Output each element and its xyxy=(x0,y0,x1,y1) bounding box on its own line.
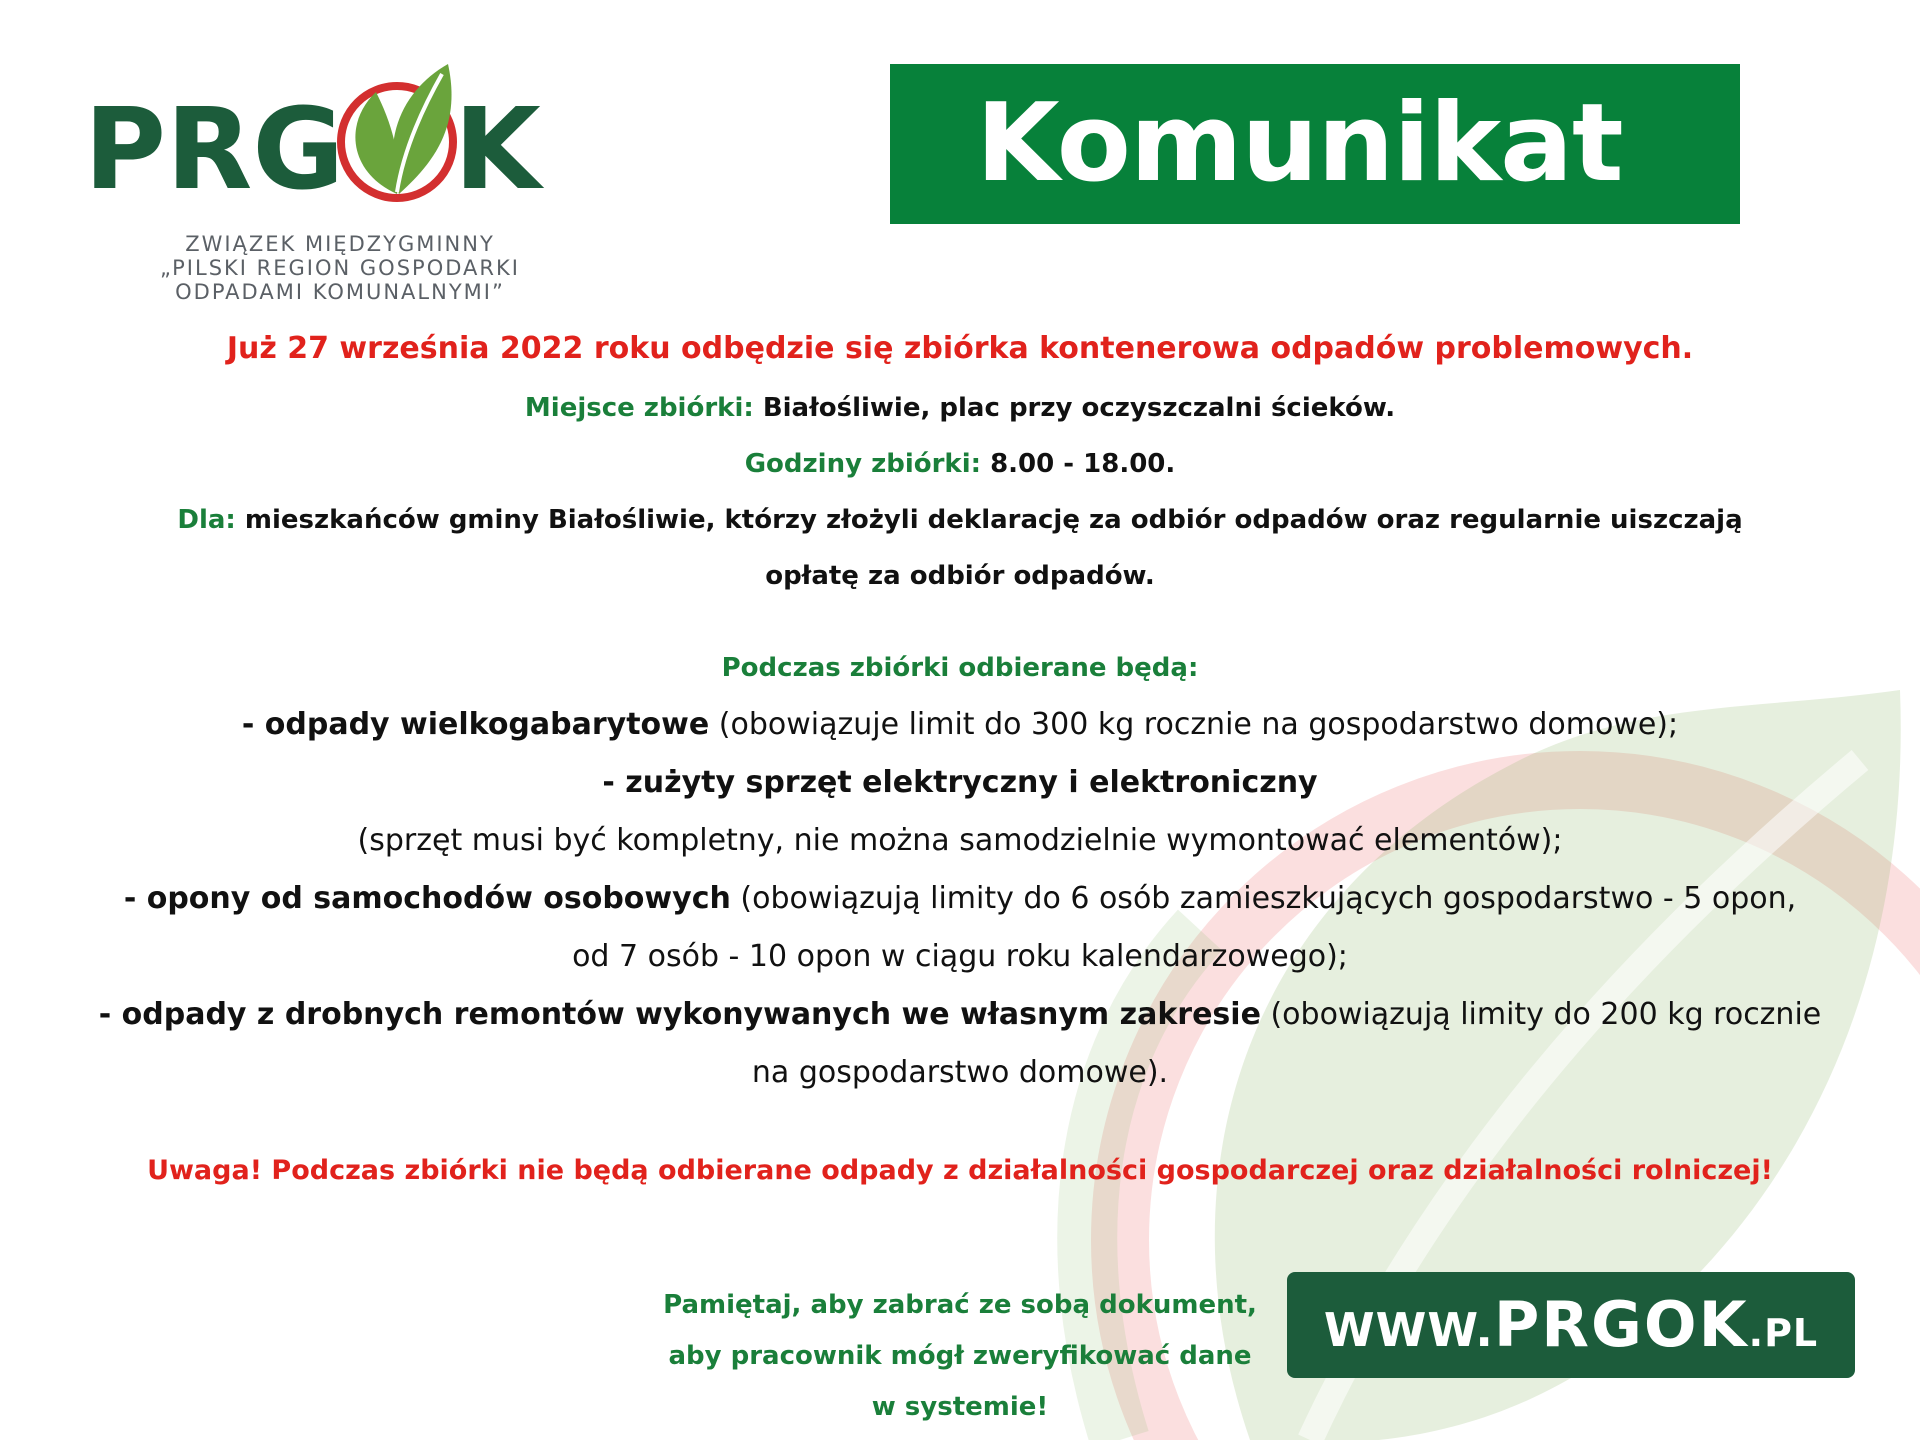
spacer xyxy=(60,1102,1860,1142)
hours-label: Godziny zbiórki: xyxy=(744,449,982,479)
item-bulky-name: - odpady wielkogabarytowe xyxy=(241,707,710,742)
hours-value: 8.00 - 18.00. xyxy=(990,449,1176,479)
place-label: Miejsce zbiórki: xyxy=(524,393,754,423)
hours-line xyxy=(60,436,1860,492)
place-value: Białośliwie, plac przy oczyszczalni ścieków. xyxy=(762,393,1396,423)
reminder-line-3: w systemie! xyxy=(871,1392,1049,1422)
item-tires-note-line2: od 7 osób - 10 opon w ciągu roku kalendarzowego); xyxy=(572,939,1348,974)
svg-text:PRG: PRG xyxy=(84,85,345,215)
item-renovation-note-line1: (obowiązują limity do 200 kg rocznie xyxy=(1270,997,1822,1032)
item-electronics-name: - zużyty sprzęt elektryczny i elektroniczny xyxy=(602,765,1318,800)
item-bulky-note: (obowiązuje limit do 300 kg rocznie na gospodarstwo domowe); xyxy=(718,707,1679,742)
prgok-logo-wordmark xyxy=(80,60,541,215)
headline: Już 27 września 2022 roku odbędzie się zbiórka kontenerowa odpadów problemowych. xyxy=(226,331,1694,366)
audience-label: Dla: xyxy=(177,505,236,535)
logo-subtitle-line-2: „PILSKI REGION GOSPODARKI xyxy=(160,256,520,280)
banner-title: Komunikat xyxy=(976,81,1623,206)
item-renovation xyxy=(60,986,1860,1044)
item-renovation-note-line2: na gospodarstwo domowe). xyxy=(751,1055,1169,1090)
item-bulky xyxy=(60,696,1860,754)
place-line xyxy=(60,380,1860,436)
reminder-note xyxy=(600,1280,1320,1433)
spacer xyxy=(60,604,1860,640)
logo-subtitle xyxy=(100,232,580,304)
collected-heading: Podczas zbiórki odbierane będą: xyxy=(721,653,1199,683)
item-tires-name: - opony od samochodów osobowych xyxy=(123,881,731,916)
audience-value-line1: mieszkańców gminy Białośliwie, którzy złożyli deklarację za odbiór odpadów oraz regularnie uiszczają xyxy=(244,505,1743,535)
website-domain: PRGOK xyxy=(1493,1288,1749,1361)
item-renovation-name: - odpady z drobnych remontów wykonywanych we własnym zakresie xyxy=(98,997,1261,1032)
warning-notice: Uwaga! Podczas zbiórki nie będą odbierane odpady z działalności gospodarczej oraz działalności rolniczej! xyxy=(147,1155,1773,1186)
item-tires xyxy=(60,870,1860,928)
logo-subtitle-line-3: ODPADAMI KOMUNALNYMI” xyxy=(175,280,505,304)
item-tires-note-line1: (obowiązują limity do 6 osób zamieszkujących gospodarstwo - 5 opon, xyxy=(740,881,1797,916)
reminder-line-2: aby pracownik mógł zweryfikować dane xyxy=(668,1341,1252,1371)
prgok-logo xyxy=(80,60,541,320)
reminder-line-1: Pamiętaj, aby zabrać ze sobą dokument, xyxy=(663,1290,1257,1320)
item-electronics xyxy=(60,754,1860,812)
audience-line xyxy=(60,492,1860,548)
website-badge xyxy=(1287,1272,1855,1378)
website-prefix: WWW. xyxy=(1323,1303,1494,1357)
svg-text:K: K xyxy=(454,85,541,215)
logo-subtitle-line-1: ZWIĄZEK MIĘDZYGMINNY xyxy=(185,232,495,256)
website-tld: .PL xyxy=(1748,1311,1819,1355)
announcement-body xyxy=(60,318,1860,1200)
komunikat-banner xyxy=(890,64,1740,224)
item-electronics-note: (sprzęt musi być kompletny, nie można samodzielnie wymontować elementów); xyxy=(357,823,1563,858)
audience-value-line2: opłatę za odbiór odpadów. xyxy=(765,561,1155,591)
